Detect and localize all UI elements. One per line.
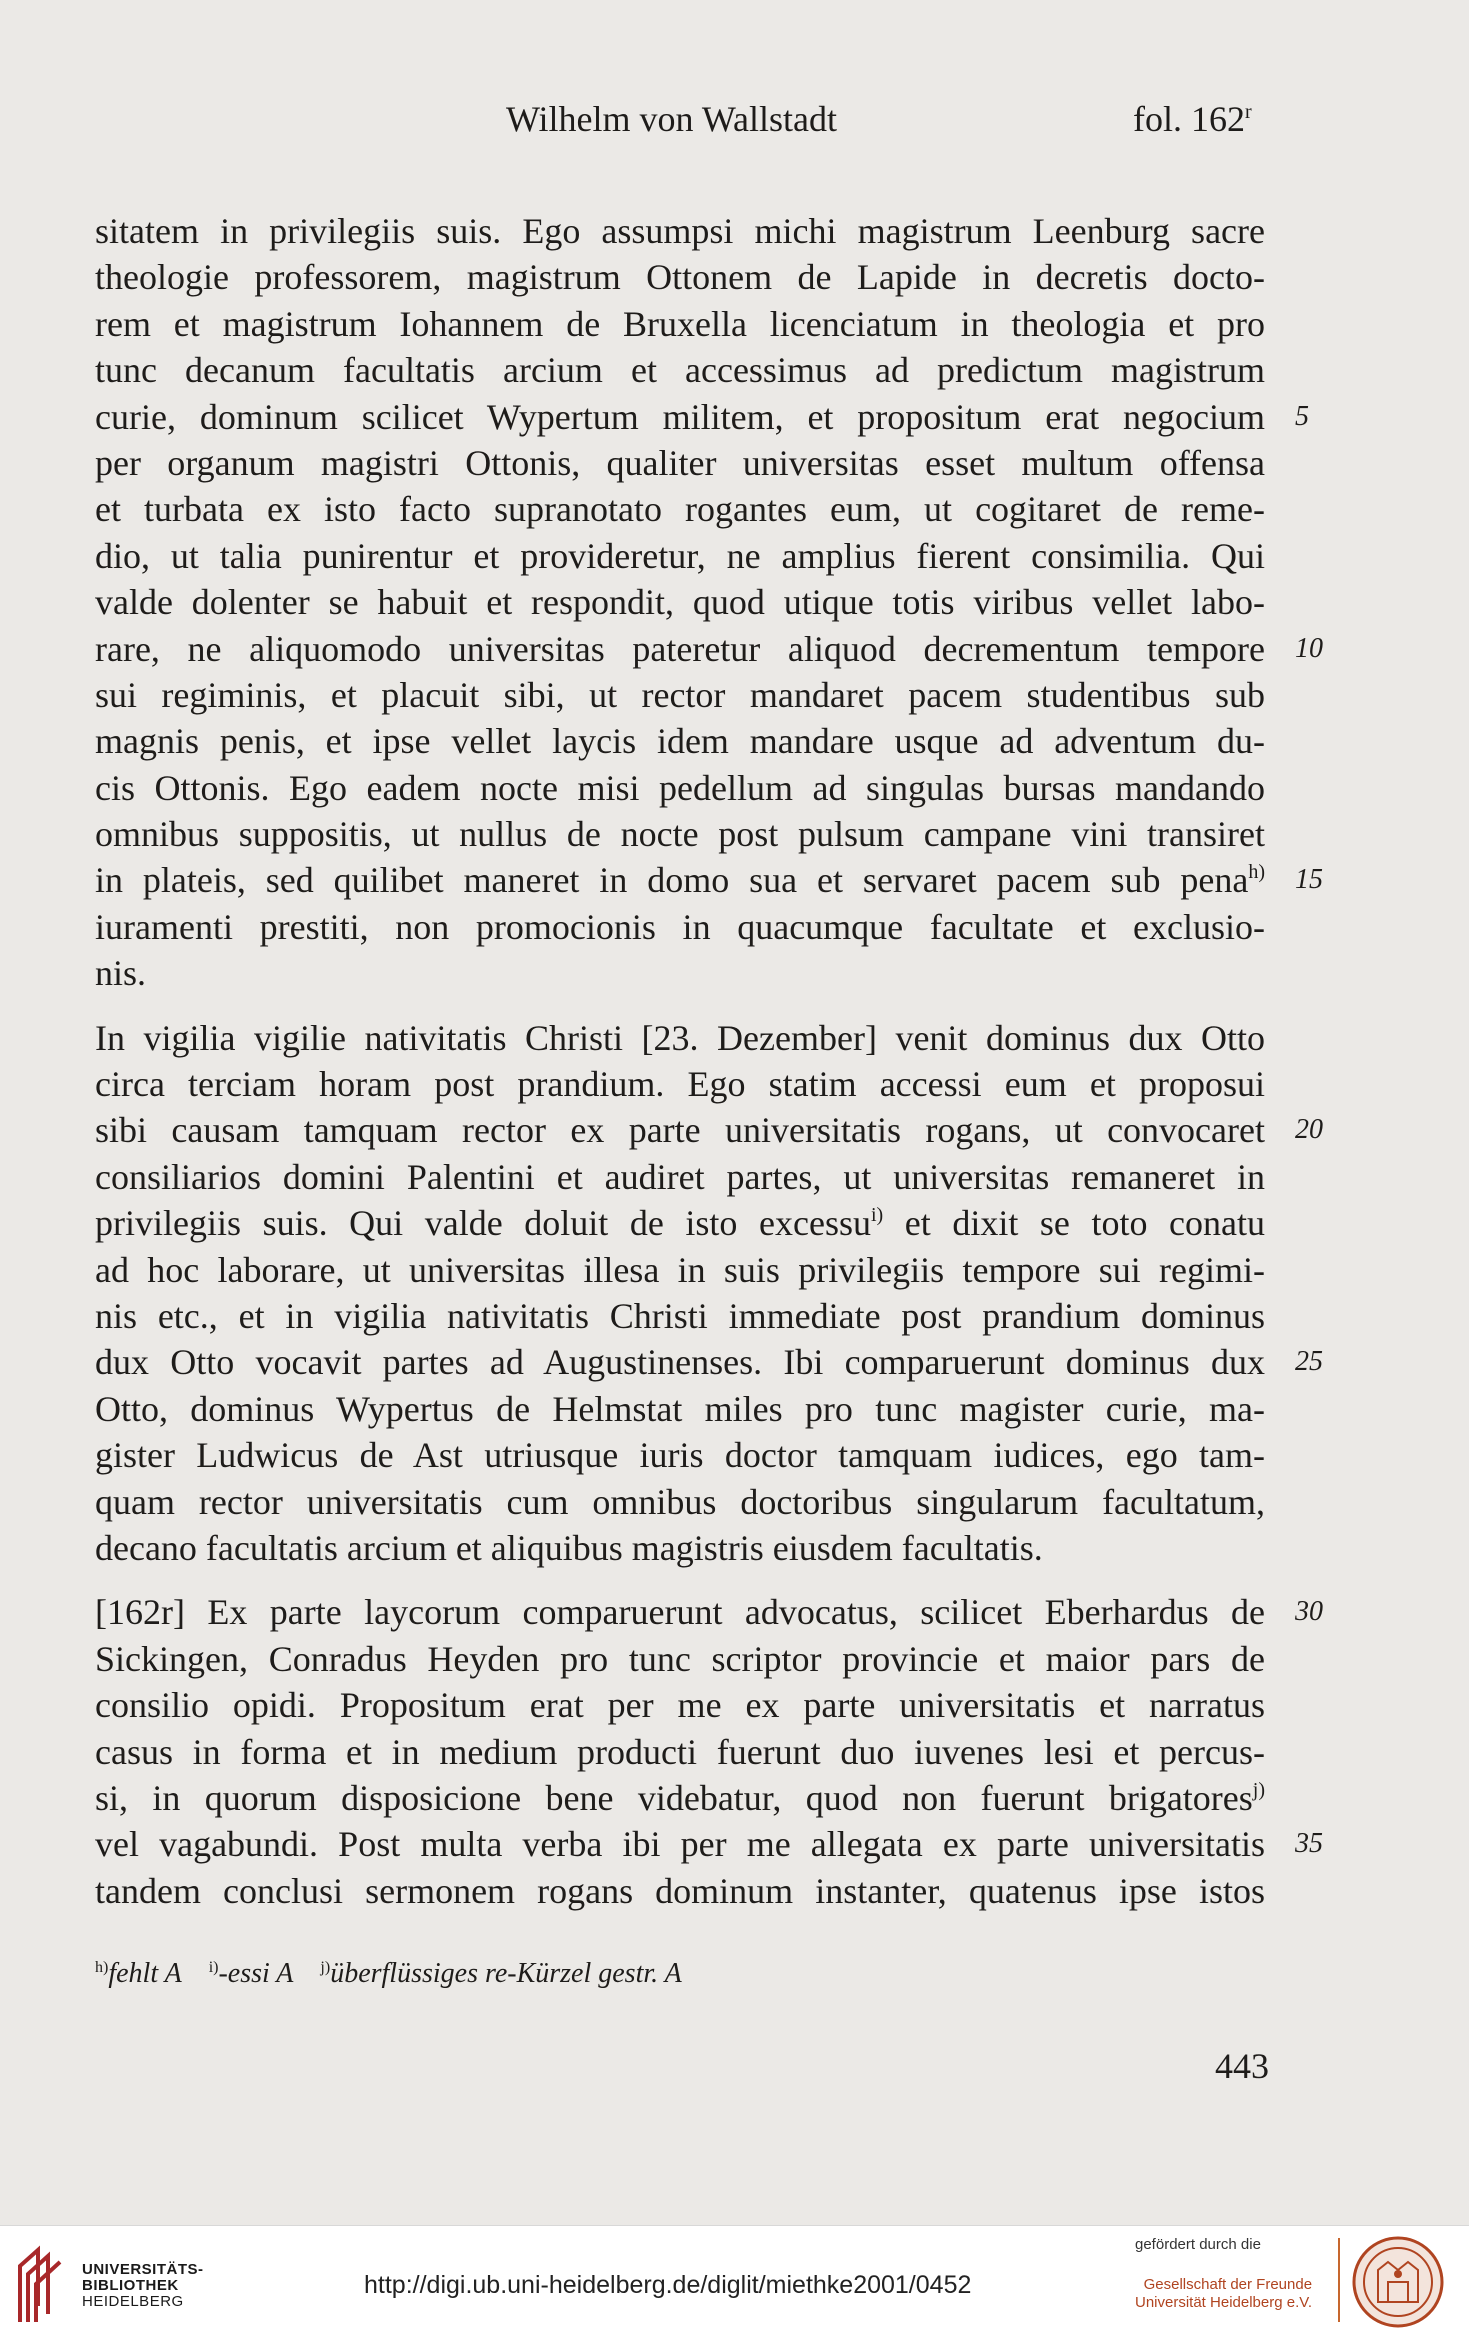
text-line: quam rector universitatis cum omnibus doctoribus singularum facultatum, [95, 1481, 1265, 1522]
text-line: privilegiis suis. Qui valde doluit de isto excessu$^{i)}$ et dixit se toto conatu [95, 1203, 1266, 1244]
folio-label: fol. 162 [1133, 99, 1245, 139]
line-number: 35 [1295, 1828, 1323, 1860]
text-line: consiliarios domini Palentini et audiret partes, ut universitas remaneret in [95, 1156, 1265, 1197]
text-line: cis Ottonis. Ego eadem nocte misi pedellum ad singulas bursas mandando [95, 767, 1265, 808]
text-line: si, in quorum disposicione bene videbatur, quod non fuerunt brigatores$^{j)}$ [95, 1777, 1265, 1818]
line-number: 10 [1295, 632, 1323, 664]
text-line: sibi causam tamquam rector ex parte universitatis rogans, ut convocaret 20 [95, 1107, 1265, 1153]
text-line: per organum magistri Ottonis, qualiter universitas esset multum offensa [95, 442, 1265, 483]
text-line: casus in forma et in medium producti fuerunt duo iuvenes lesi et percus- [95, 1731, 1265, 1772]
text-line: sitatem in privilegiis suis. Ego assumpsi michi magistrum Leenburg sacre [95, 211, 1265, 251]
text-line: ad hoc laborare, ut universitas illesa in suis privilegiis tempore sui regimi- [95, 1249, 1265, 1290]
folio-reference [1133, 98, 1252, 140]
folio-superscript: r [1245, 101, 1252, 123]
sponsor-note: gefördert durch die [1135, 2236, 1261, 2253]
text-line: Otto, dominus Wypertus de Helmstat miles pro tunc magister curie, ma- [95, 1388, 1265, 1429]
text-line: curie, dominum scilicet Wypertum militem, et propositum erat negocium 5 [95, 394, 1265, 440]
document-url-link[interactable]: http://digi.ub.uni-heidelberg.de/diglit/miethke2001/0452 [364, 2271, 972, 2299]
paragraph-1 [95, 208, 1323, 997]
footnotes [95, 1958, 702, 1990]
body-text [95, 208, 1323, 1932]
text-line: nis. [95, 953, 147, 994]
sponsor-divider [1338, 2238, 1340, 2322]
text-line: valde dolenter se habuit et respondit, quod utique totis viribus vellet labo- [95, 582, 1265, 623]
text-line: et turbata ex isto facto supranotato rogantes eum, ut cogitaret de reme- [95, 489, 1265, 530]
running-head [0, 98, 1469, 148]
text-line: vel vagabundi. Post multa verba ibi per me allegata ex parte universitatis 35 [95, 1821, 1265, 1867]
line-number: 20 [1295, 1114, 1323, 1146]
footnote-j: $^{j)}$überflüssiges re-Kürzel gestr. A [320, 1958, 682, 1989]
line-number: 15 [1295, 864, 1323, 896]
footer-bar [0, 2225, 1469, 2332]
text-line: rem et magistrum Iohannem de Bruxella licenciatum in theologia et pro [95, 303, 1265, 344]
text-line: magnis penis, et ipse vellet laycis idem mandare usque ad adventum du- [95, 721, 1265, 762]
text-line: gister Ludwicus de Ast utriusque iuris doctor tamquam iudices, ego tam- [95, 1435, 1265, 1476]
text-line: In vigilia vigilie nativitatis Christi [23. Dezember] venit dominus dux Otto [95, 1017, 1265, 1058]
paragraph-3 [95, 1589, 1323, 1914]
sponsor-name: Gesellschaft der Freunde Universität Heidelberg e.V. [1135, 2276, 1313, 2311]
text-line: decano facultatis arcium et aliquibus magistris eiusdem facultatis. [95, 1527, 1043, 1568]
line-number: 25 [1295, 1346, 1323, 1378]
text-line: theologie professorem, magistrum Ottonem de Lapide in decretis docto- [95, 257, 1265, 298]
library-logo-icon[interactable] [14, 2244, 66, 2324]
text-line: tandem conclusi sermonem rogans dominum instanter, quatenus ipse istos [95, 1870, 1265, 1911]
text-line: dio, ut talia punirentur et provideretur, ne amplius fierent consimilia. Qui [95, 535, 1265, 576]
line-number: 30 [1295, 1596, 1323, 1628]
text-line: sui regiminis, et placuit sibi, ut rector mandaret pacem studentibus sub [95, 674, 1265, 715]
university-seal-icon[interactable] [1352, 2236, 1444, 2328]
footnote-marker: i) [870, 1204, 884, 1227]
text-line: [162r] Ex parte laycorum comparuerunt advocatus, scilicet Eberhardus de 30 [95, 1589, 1265, 1635]
footnote-i: $^{i)}$-essi A [208, 1958, 294, 1989]
page-number: 443 [1215, 2046, 1269, 2086]
library-name: UNIVERSITÄTS- BIBLIOTHEK HEIDELBERG [82, 2261, 204, 2310]
text-line: circa terciam horam post prandium. Ego statim accessi eum et proposui [95, 1064, 1265, 1105]
text-line: nis etc., et in vigilia nativitatis Christi immediate post prandium dominus [95, 1295, 1265, 1336]
text-line: omnibus suppositis, ut nullus de nocte post pulsum campane vini transiret [95, 814, 1265, 855]
footnote-marker: h) [1248, 861, 1265, 884]
text-line: rare, ne aliquomodo universitas pateretur aliquod decrementum tempore 10 [95, 626, 1265, 672]
text-line: in plateis, sed quilibet maneret in domo sua et servaret pacem sub pena$^{h)}$ 15 [95, 857, 1265, 903]
paragraph-2 [95, 1015, 1323, 1572]
footnote-h: $^{h)}$fehlt A [95, 1958, 182, 1989]
text-line: Sickingen, Conradus Heyden pro tunc scriptor provincie et maior pars de [95, 1638, 1265, 1679]
line-number: 5 [1295, 400, 1309, 432]
footnote-marker: j) [1252, 1778, 1265, 1801]
text-line: consilio opidi. Propositum erat per me ex parte universitatis et narratus [95, 1685, 1265, 1726]
text-line: dux Otto vocavit partes ad Augustinenses. Ibi comparuerunt dominus dux 25 [95, 1339, 1265, 1385]
text-line: tunc decanum facultatis arcium et accessimus ad predictum magistrum [95, 350, 1265, 391]
text-line: iuramenti prestiti, non promocionis in quacumque facultate et exclusio- [95, 906, 1265, 947]
running-head-title: Wilhelm von Wallstadt [506, 99, 837, 139]
